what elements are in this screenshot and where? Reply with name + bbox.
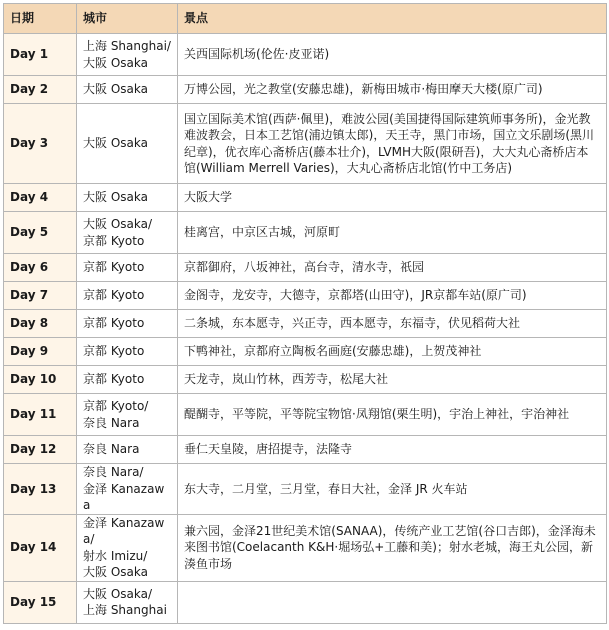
header-day: 日期 [4,4,77,34]
table-row [4,212,607,254]
table-row [4,464,607,515]
city-line: 京都 Kyoto [83,233,145,248]
day-cell: Day 4 [4,184,77,212]
day-cell: Day 6 [4,254,77,282]
city-cell [77,34,178,76]
table-row [4,514,607,581]
sights-cell: 兼六园，金泽21世纪美术馆(SANAA)，传统产业工艺馆(谷口吉郎)，金泽海未来图书馆(Coelacanth K&H·堀场弘+工藤和美)；射水老城，海王丸公园，新湊鱼市场 [178,514,607,581]
header-city: 城市 [77,4,178,34]
table-row [4,76,607,104]
sights-cell: 大阪大学 [178,184,607,212]
day-cell: Day 3 [4,104,77,184]
city-cell [77,254,178,282]
city-cell [77,394,178,436]
city-line: 奈良 Nara [83,415,140,430]
table-row [4,581,607,623]
day-cell: Day 10 [4,366,77,394]
day-cell: Day 12 [4,436,77,464]
sights-cell: 关西国际机场(伦佐·皮亚诺) [178,34,607,76]
city-cell [77,366,178,394]
city-cell [77,581,178,623]
city-line: 京都 Kyoto [83,344,145,359]
city-line: 奈良 Nara [83,442,140,457]
day-cell: Day 15 [4,581,77,623]
sights-cell: 东大寺，二月堂，三月堂，春日大社，金泽 JR 火车站 [178,464,607,515]
city-line: 大阪 Osaka/ [83,217,153,231]
sights-cell: 二条城，东本愿寺，兴正寺，西本愿寺，东福寺，伏见稻荷大社 [178,310,607,338]
day-cell: Day 11 [4,394,77,436]
city-line: 京都 Kyoto [83,372,145,387]
sights-cell: 万博公园，光之教堂(安藤忠雄)，新梅田城市·梅田摩天大楼(原广司) [178,76,607,104]
itinerary-body [4,34,607,624]
city-line: 射水 Imizu/ [83,548,148,563]
city-cell [77,184,178,212]
table-row [4,254,607,282]
city-line: 京都 Kyoto [83,316,145,331]
city-line: 大阪 Osaka [83,55,148,70]
day-cell: Day 7 [4,282,77,310]
sights-cell: 金阁寺，龙安寺，大德寺，京都塔(山田守)，JR京都车站(原广司) [178,282,607,310]
city-line: 上海 Shanghai [83,603,167,617]
city-cell [77,338,178,366]
city-line: 大阪 Osaka [83,565,148,579]
city-cell [77,282,178,310]
sights-cell: 天龙寺，岚山竹林，西芳寺，松尾大社 [178,366,607,394]
city-line: 京都 Kyoto [83,260,145,275]
sights-cell: 国立国际美术馆(西萨·佩里)，难波公园(美国捷得国际建筑师事务所)，金光教难波教会，日本工艺馆(浦边镇太郎)，天王寺，黑门市场，国立文乐剧场(黑川纪章)，优衣库心斋桥店(藤本壮介)，LVMH大阪(限研吾)，大大丸心斋桥店本馆(William Merrell Varies)，大丸心斋桥店北馆(竹中工务店) [178,104,607,184]
table-row [4,310,607,338]
table-row [4,282,607,310]
city-line: 京都 Kyoto/ [83,399,149,413]
day-cell: Day 8 [4,310,77,338]
header-sights: 景点 [178,4,607,34]
sights-cell: 京都御府，八坂神社，高台寺，清水寺，祇园 [178,254,607,282]
sights-cell: 醍醐寺，平等院，平等院宝物馆·凤翔馆(栗生明)，宇治上神社，宇治神社 [178,394,607,436]
day-cell: Day 9 [4,338,77,366]
city-cell [77,514,178,581]
sights-cell [178,581,607,623]
day-cell: Day 2 [4,76,77,104]
table-row [4,436,607,464]
city-line: 大阪 Osaka [83,136,148,151]
city-line: 大阪 Osaka [83,82,148,97]
table-row [4,184,607,212]
header-row [4,4,607,34]
city-line: 大阪 Osaka/ [83,586,153,601]
city-cell [77,310,178,338]
city-cell [77,76,178,104]
sights-cell: 桂离宫，中京区古城，河原町 [178,212,607,254]
city-cell [77,104,178,184]
city-cell [77,212,178,254]
day-cell: Day 5 [4,212,77,254]
city-line: 上海 Shanghai/ [83,39,171,53]
itinerary-table [3,3,607,624]
day-cell: Day 14 [4,514,77,581]
table-row [4,34,607,76]
sights-cell: 下鸭神社，京都府立陶板名画庭(安藤忠雄)，上贺茂神社 [178,338,607,366]
table-row [4,104,607,184]
city-line: 金泽 Kanazawa [83,481,165,512]
city-cell [77,464,178,515]
day-cell: Day 1 [4,34,77,76]
city-line: 大阪 Osaka [83,190,148,205]
city-cell [77,436,178,464]
table-row [4,394,607,436]
city-line: 奈良 Nara/ [83,465,144,479]
table-row [4,338,607,366]
city-line: 京都 Kyoto [83,288,145,303]
day-cell: Day 13 [4,464,77,515]
table-row [4,366,607,394]
sights-cell: 垂仁天皇陵，唐招提寺，法隆寺 [178,436,607,464]
city-line: 金泽 Kanazawa/ [83,515,165,546]
